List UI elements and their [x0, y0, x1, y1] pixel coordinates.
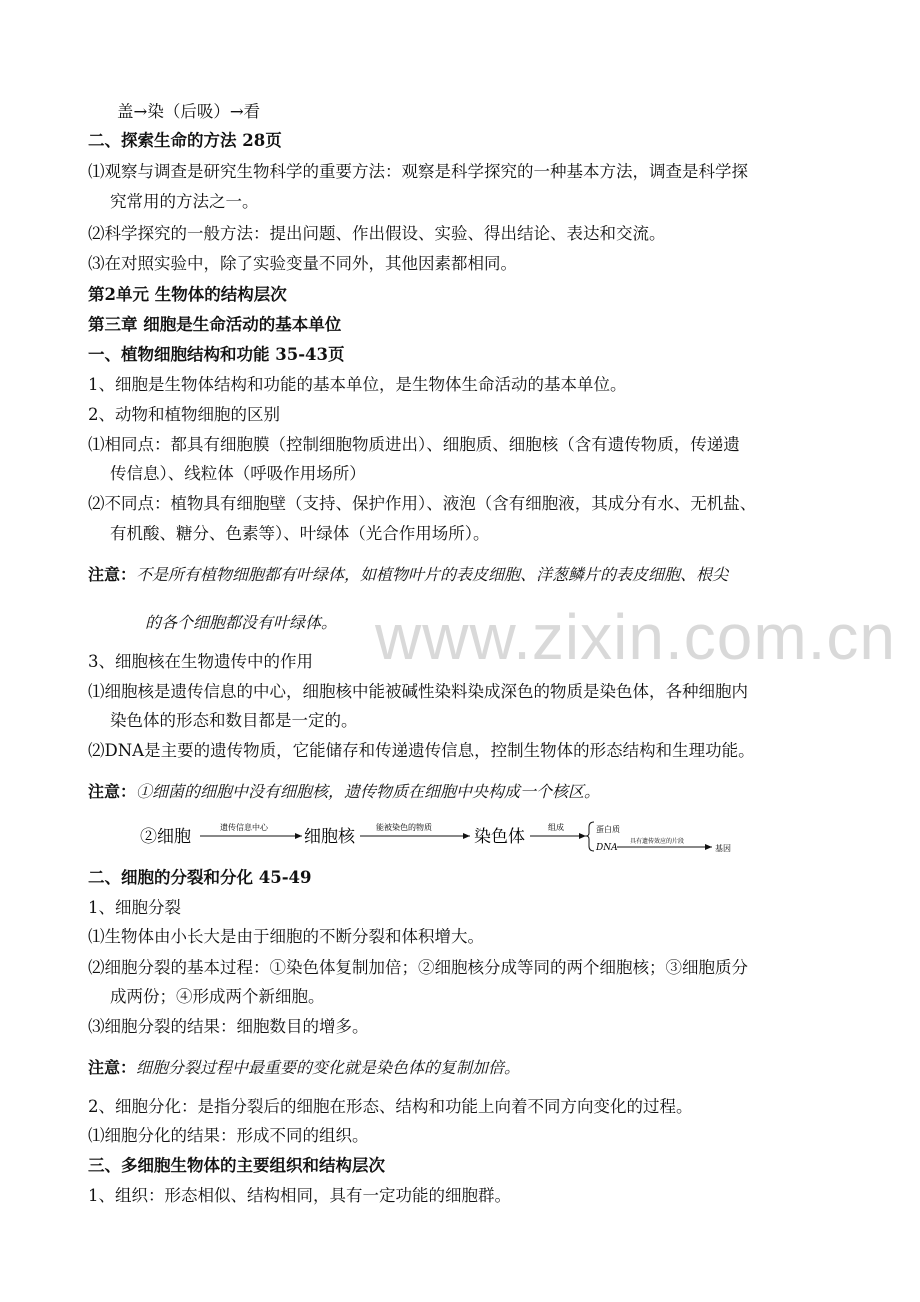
text-line: 3、细胞核在生物遗传中的作用: [88, 652, 313, 671]
text-line: 传信息）、线粒体（呼吸作用场所）: [110, 464, 366, 483]
text-line: 1、组织：形态相似、结构相同，具有一定功能的细胞群。: [88, 1186, 511, 1205]
text-line: ⑵科学探究的一般方法：提出问题、作出假设、实验、得出结论、表达和交流。: [88, 224, 666, 243]
arrow-label-2: 能被染色的物质: [376, 823, 432, 832]
text-line: 成两份；④形成两个新细胞。: [110, 987, 325, 1006]
arrow-label-3: 组成: [548, 823, 564, 832]
note-label: 注意：: [88, 782, 137, 801]
diagram-node-cell: ②细胞: [140, 827, 191, 847]
section-heading: 二、细胞的分裂和分化 45-49: [88, 868, 312, 887]
text-line: ⑵DNA是主要的遗传物质，它能储存和传递遗传信息，控制生物体的形态结构和生理功能。: [88, 741, 755, 760]
chapter-heading: 第三章 细胞是生命活动的基本单位: [88, 315, 342, 334]
section-heading: 三、多细胞生物体的主要组织和结构层次: [88, 1156, 385, 1175]
arrow-label-4: 具有遗传效应的片段: [630, 838, 685, 845]
note-line: [88, 781, 600, 803]
branch-dna: DNA: [596, 843, 618, 853]
note-text: ①细菌的细胞中没有细胞核，遗传物质在细胞中央构成一个核区。: [136, 782, 601, 801]
note-text: 细胞分裂过程中最重要的变化就是染色体的复制加倍。: [136, 1058, 521, 1077]
text-line: ⑴观察与调查是研究生物科学的重要方法：观察是科学探究的一种基本方法，调查是科学探: [88, 162, 748, 181]
text-line: ⑶在对照实验中，除了实验变量不同外，其他因素都相同。: [88, 254, 517, 273]
text-line: ⑴相同点：都具有细胞膜（控制细胞物质进出）、细胞质、细胞核（含有遗传物质，传递遗: [88, 435, 740, 454]
note-line: [88, 1057, 520, 1079]
text-line: ⑴细胞分化的结果：形成不同的组织。: [88, 1126, 369, 1145]
text-line: 染色体的形态和数目都是一定的。: [110, 711, 358, 730]
text-line: 1、细胞分裂: [88, 898, 181, 917]
text-line: 有机酸、糖分、色素等）、叶绿体（光合作用场所）。: [110, 524, 490, 543]
text-line: 2、动物和植物细胞的区别: [88, 405, 280, 424]
text-line: ⑶细胞分裂的结果：细胞数目的增多。: [88, 1017, 369, 1036]
diagram-node-nucleus: 细胞核: [304, 827, 355, 847]
text-line: ⑴生物体由小长大是由于细胞的不断分裂和体积增大。: [88, 927, 484, 946]
note-label: 注意：: [88, 565, 137, 584]
cell-gene-diagram: [140, 818, 760, 864]
text-line: 1、细胞是生物体结构和功能的基本单位，是生物体生命活动的基本单位。: [88, 375, 627, 394]
text-line: ⑵细胞分裂的基本过程：①染色体复制加倍；②细胞核分成等同的两个细胞核；③细胞质分: [88, 958, 748, 977]
note-line: 的各个细胞都没有叶绿体。: [145, 613, 338, 632]
diagram-node-gene: 基因: [715, 844, 731, 853]
arrow-label-1: 遗传信息中心: [220, 823, 268, 832]
section-heading: 一、植物细胞结构和功能 35-43页: [88, 345, 345, 364]
text-line: 2、细胞分化：是指分裂后的细胞在形态、结构和功能上向着不同方向变化的过程。: [88, 1097, 693, 1116]
text-line: ⑵不同点：植物具有细胞壁（支持、保护作用）、液泡（含有细胞液，其成分有水、无机盐、: [88, 494, 757, 513]
unit-heading: 第2单元 生物体的结构层次: [88, 285, 287, 304]
brace: [586, 822, 594, 851]
watermark: www.zixin.com.cn: [375, 601, 896, 673]
diagram-node-chromosome: 染色体: [474, 827, 525, 847]
note-line: [88, 564, 728, 586]
text-line: 究常用的方法之一。: [110, 192, 259, 211]
section-heading: 二、探索生命的方法 28页: [88, 131, 282, 150]
note-text: 不是所有植物细胞都有叶绿体，如植物叶片的表皮细胞、洋葱鳞片的表皮细胞、根尖: [136, 565, 729, 584]
text-line: 盖→染（后吸）→看: [117, 102, 261, 121]
note-label: 注意：: [88, 1058, 137, 1077]
branch-protein: 蛋白质: [596, 825, 620, 834]
text-line: ⑴细胞核是遗传信息的中心，细胞核中能被碱性染料染成深色的物质是染色体，各种细胞内: [88, 682, 748, 701]
